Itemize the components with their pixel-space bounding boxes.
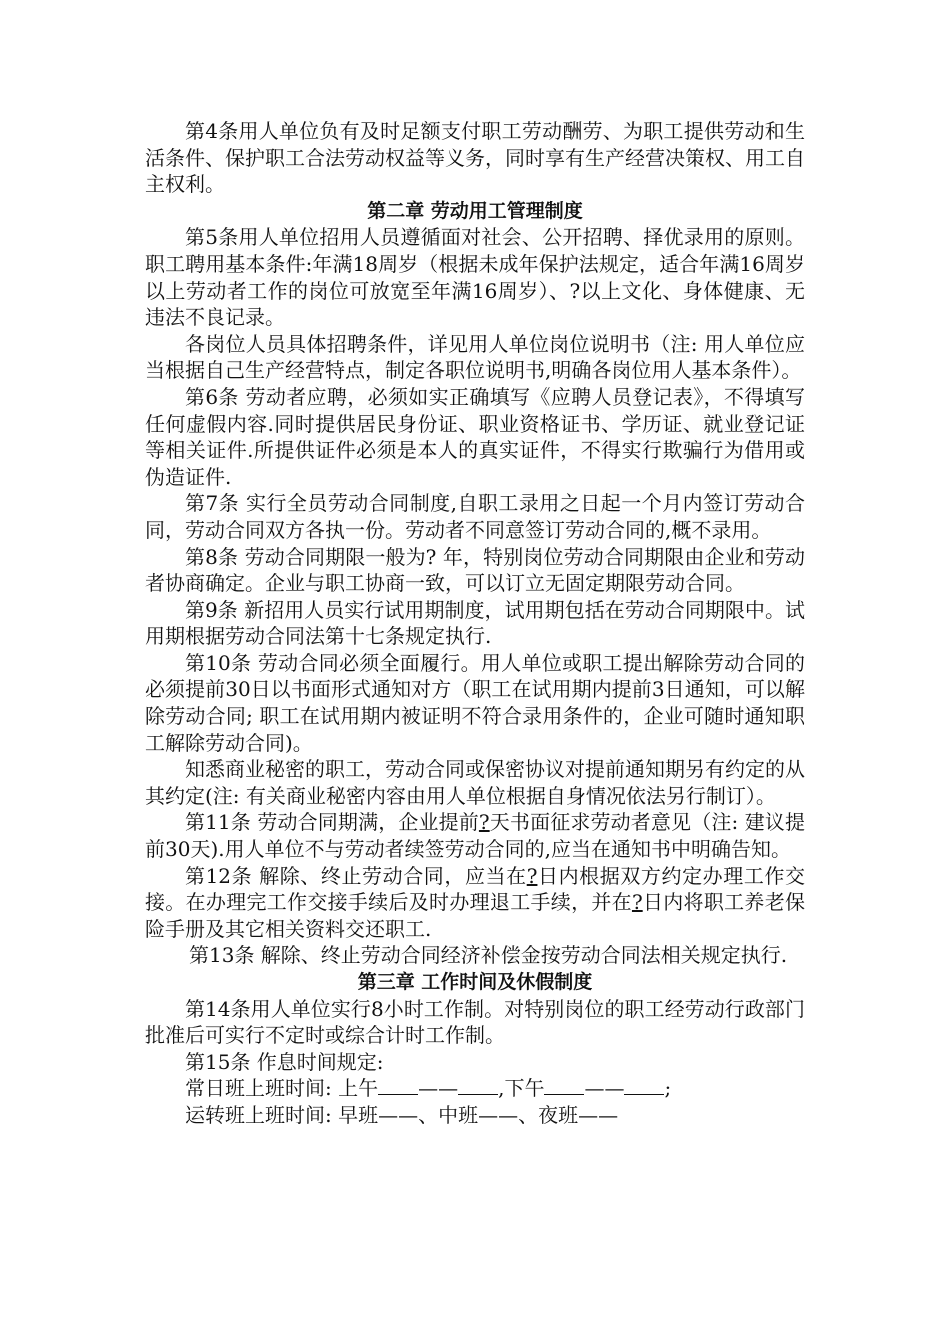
article-12 bbox=[145, 863, 805, 943]
article-6: 第6条 劳动者应聘，必须如实正确填写《应聘人员登记表》，不得填写任何虚假内容.同时提供居民身份证、职业资格证书、学历证、就业登记证等相关证件.所提供证件必须是本人的真实证件，不得实行欺骗行为借用或伪造证件. bbox=[145, 384, 805, 489]
afternoon-start-blank bbox=[544, 1076, 584, 1095]
chapter-2-heading: 第二章 劳动用工管理制度 bbox=[367, 199, 583, 222]
morning-start-blank bbox=[378, 1076, 418, 1095]
article-5: 第5条用人单位招用人员遵循面对社会、公开招聘、择优录用的原则。职工聘用基本条件:年满18周岁（根据未成年保护法规定，适合年满16周岁以上劳动者工作的岗位可放宽至年满16周岁）、?以上文化、身体健康、无违法不良记录。 bbox=[145, 225, 805, 330]
document-page bbox=[145, 118, 805, 1129]
article-13: 第13条 解除、终止劳动合同经济补偿金按劳动合同法相关规定执行. bbox=[189, 943, 788, 968]
day-shift-label: 常日班上班时间: 上午 bbox=[185, 1076, 379, 1101]
morning-end-blank bbox=[458, 1076, 498, 1095]
article-5-note: 各岗位人员具体招聘条件，详见用人单位岗位说明书（注: 用人单位应当根据自己生产经营特点，制定各职位说明书,明确各岗位用人基本条件）。 bbox=[145, 331, 805, 383]
article-7: 第7条 实行全员劳动合同制度,自职工录用之日起一个月内签订劳动合同，劳动合同双方各执一份。劳动者不同意签订劳动合同的,概不录用。 bbox=[145, 491, 805, 542]
article-12-days-blank-1: ? bbox=[526, 863, 538, 888]
article-14: 第14条用人单位实行8小时工作制。对特别岗位的职工经劳动行政部门批准后可实行不定时或综合计时工作制。 bbox=[145, 996, 805, 1048]
afternoon-dash: —— bbox=[584, 1076, 625, 1101]
article-10-note: 知悉商业秘密的职工，劳动合同或保密协议对提前通知期另有约定的从其约定(注: 有关商业秘密内容由用人单位根据自身情况依法另行制订）。 bbox=[145, 757, 805, 808]
article-12-text-c: 日内将职工养老保险手册及其它相关资料交还职工. bbox=[145, 890, 806, 941]
article-11-text-b: 天书面征求劳动者意见（注: 建议提前30天).用人单位不与劳动者续签劳动合同的,应当在通知书中明确告知。 bbox=[145, 810, 805, 862]
article-11-days-blank: ? bbox=[478, 810, 490, 835]
morning-dash: —— bbox=[418, 1076, 459, 1101]
afternoon-label: ,下午 bbox=[498, 1076, 545, 1101]
article-12-text-a: 第12条 解除、终止劳动合同，应当在 bbox=[185, 863, 527, 888]
article-12-text-b: 日内根据双方约定办理工作交接。在办理完工作交接手续后及时办理退工手续，并在 bbox=[145, 863, 806, 915]
chapter-3-heading: 第三章 工作时间及休假制度 bbox=[357, 971, 593, 993]
line-end-semicolon: ; bbox=[664, 1076, 672, 1101]
article-15: 第15条 作息时间规定: bbox=[185, 1049, 384, 1074]
afternoon-end-blank bbox=[624, 1076, 664, 1095]
article-8: 第8条 劳动合同期限一般为? 年，特别岗位劳动合同期限由企业和劳动者协商确定。企业与职工协商一致，可以订立无固定期限劳动合同。 bbox=[145, 544, 805, 596]
article-12-days-blank-2: ? bbox=[631, 890, 643, 915]
article-9: 第9条 新招用人员实行试用期制度，试用期包括在劳动合同期限中。试用期根据劳动合同法第十七条规定执行. bbox=[145, 597, 805, 649]
article-4: 第4条用人单位负有及时足额支付职工劳动酬劳、为职工提供劳动和生活条件、保护职工合法劳动权益等义务，同时享有生产经营决策权、用工自主权利。 bbox=[145, 119, 805, 197]
rotating-shift-hours: 运转班上班时间: 早班——、中班——、夜班—— bbox=[185, 1102, 619, 1127]
article-11 bbox=[145, 809, 805, 862]
article-11-text-a: 第11条 劳动合同期满，企业提前 bbox=[185, 810, 479, 835]
article-10: 第10条 劳动合同必须全面履行。用人单位或职工提出解除劳动合同的必须提前30日以书面形式通知对方（职工在试用期内提前3日通知，可以解除劳动合同; 职工在试用期内被证明不符合录用条件的，企业可随时通知职工解除劳动合同)。 bbox=[145, 650, 805, 755]
day-shift-hours bbox=[145, 1075, 805, 1102]
